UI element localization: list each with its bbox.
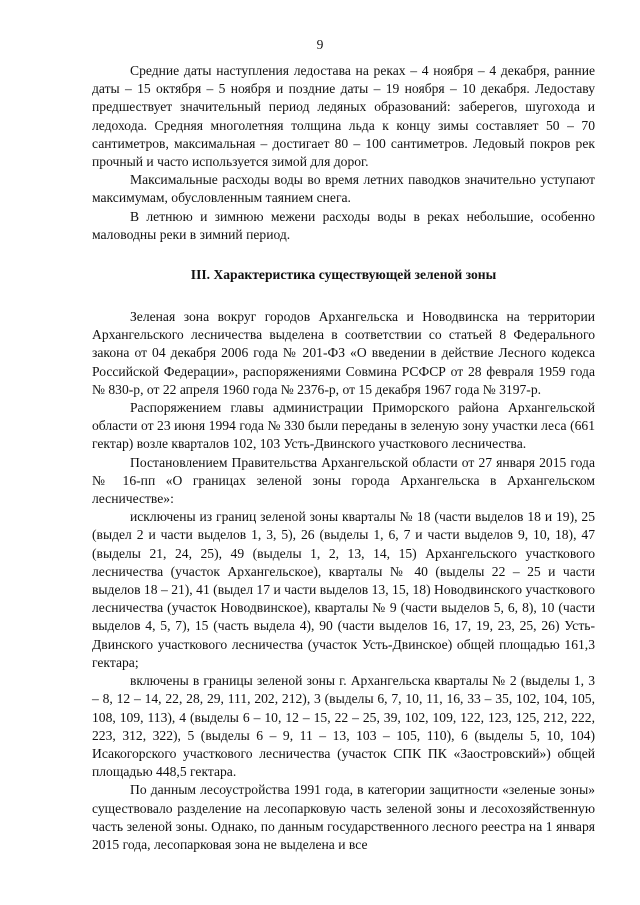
paragraph-excluded-quarters: исключены из границ зеленой зоны кварталы № 18 (части выделов 18 и 19), 25 (выдел 2 и части выделов 1, 3, 5), 26 (выделы 1, 6, 7 и части выделов 9, 10, 18), 47 (выделы 21, 24, 25), 49 (выделы 1, 2, 13, 14, 15) Архангельского участкового лесничества (участок Архангельское), кварталы № 40 (выделы 22 – 25 и части выделов 18 – 21), 41 (выдел 17 и части выделов 13, 15, 18) Новодвинского участкового лесничества (участок Новодвинское), кварталы № 9 (части выделов 5, 6, 8), 10 (части выделов 4, 5, 7), 15 (часть выдела 4), 90 (части выделов 16, 17, 19, 23, 25, 26) Усть-Двинского участкового лесничества (участок Усть-Двинское) общей площадью 161,3 гектара; (92, 509, 595, 670)
paragraph-freeze-dates: Средние даты наступления ледостава на реках – 4 ноября – 4 декабря, ранние даты – 15 октября – 5 ноября и поздние даты – 19 ноября – 10 декабря. Ледоставу предшествует значительный период ледяных образований: заберегов, шугохода и ледохода. Средняя многолетняя толщина льда к концу зимы составляет 50 – 70 сантиметров, максимальная – достигает 80 – 100 сантиметров. Ледовый покров рек прочный и часто используется зимой для дорог. (92, 63, 595, 170)
paragraph-low-water: В летнюю и зимнюю межени расходы воды в реках небольшие, особенно маловодны реки в зимний период. (92, 208, 595, 242)
paragraph-green-zone-basis: Зеленая зона вокруг городов Архангельска и Новодвинска на территории Архангельского лесничества выделена в соответствии со статьей 8 Федерального закона от 04 декабря 2006 года № 201-ФЗ «О введении в действие Лесного кодекса Российской Федерации», распоряжениями Совмина РСФСР от 28 февраля 1959 года № 830-р, от 22 апреля 1960 года № 2376-р, от 15 декабря 1967 года № 3197-р. (92, 309, 595, 397)
paragraph-included-quarters: включены в границы зеленой зоны г. Архангельска кварталы № 2 (выделы 1, 3 – 8, 12 – 14, 22, 28, 29, 111, 202, 212), 3 (выделы 6, 7, 10, 11, 16, 33 – 35, 102, 104, 105, 108, 109, 113), 4 (выделы 6 – 10, 12 – 15, 22 – 25, 39, 102, 109, 122, 123, 125, 212, 222, 223, 312, 322), 5 (выделы 6 – 9, 11 – 13, 103 – 105, 110), 6 (выделы 5, 10, 104) Исакогорского участкового лесничества (участок СПК ПК «Заостровский») общей площадью 448,5 гектара. (92, 673, 595, 780)
paragraph-max-discharge: Максимальные расходы воды во время летних паводков значительно уступают максимумам, обусловленным таянием снега. (92, 172, 595, 206)
paragraph-order-1994: Распоряжением главы администрации Приморского района Архангельской области от 23 июня 1994 года № 330 были переданы в зеленую зону участки леса (661 гектар) возле кварталов 102, 103 Усть-Двинского участкового лесничества. (92, 400, 595, 452)
page-number: 9 (316, 37, 324, 52)
section-heading: III. Характеристика существующей зеленой зоны (190, 267, 497, 283)
paragraph-forest-inventory: По данным лесоустройства 1991 года, в категории защитности «зеленые зоны» существовало разделение на лесопарковую часть зеленой зоны и лесохозяйственную часть зеленой зоны. Однако, по данным государственного лесного реестра на 1 января 2015 года, лесопарковая зона не выделена и все (92, 782, 595, 852)
document-body (92, 62, 595, 854)
paragraph-resolution-2015: Постановлением Правительства Архангельской области от 27 января 2015 года № 16-пп «О границах зеленой зоны города Архангельска в Архангельском лесничестве»: (92, 454, 595, 507)
